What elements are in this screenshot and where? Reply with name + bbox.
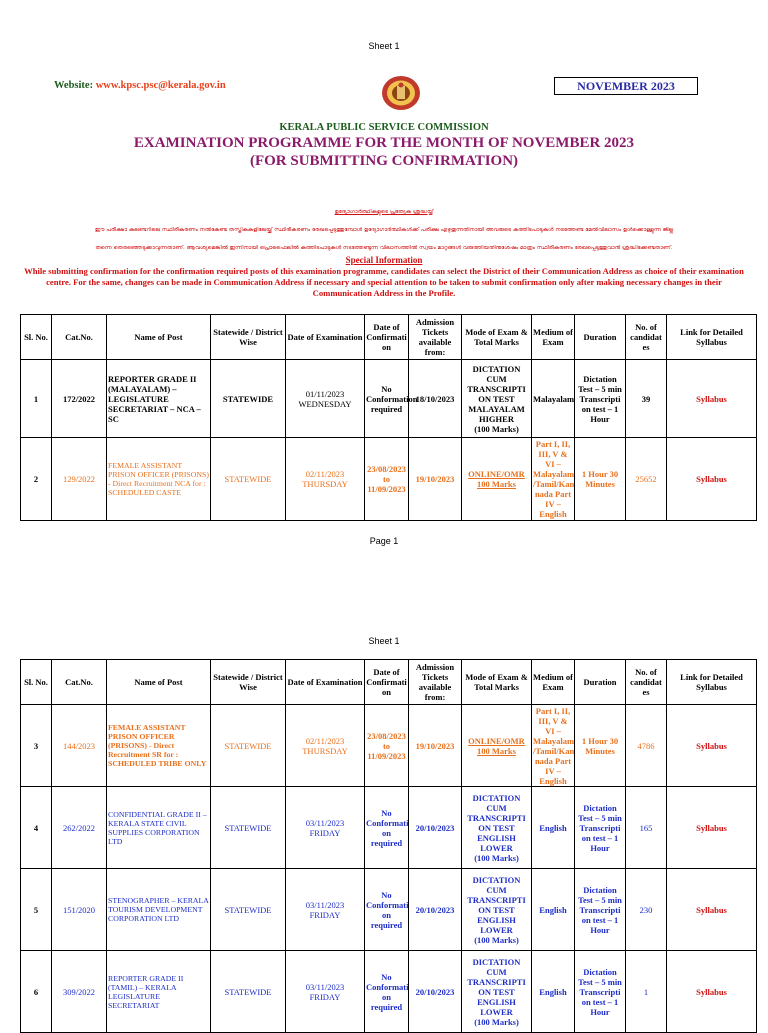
- cell-cat: 129/2022: [52, 438, 107, 521]
- cell-mode: [462, 869, 532, 951]
- website-label: Website:: [54, 80, 96, 91]
- cell-candidates: 230: [626, 869, 667, 951]
- mode-text: DICTATION CUM TRANSCRIPTI ON TEST MALAYALAM HIGHER: [467, 363, 526, 424]
- page-title: EXAMINATION PROGRAMME FOR THE MONTH OF NOVEMBER 2023: [133, 135, 635, 151]
- header-cat: Cat.No.: [52, 660, 107, 705]
- special-info-text: While submitting confirmation for the confirmation required posts of this examination programme, candidates can select the District of their Communication Address as choice of their examination centre. For the same, changes can be made in Communication Address if necessary and special attention to be taken to submit confirmation only after making necessary changes in their Communication Address in the Profile.: [24, 266, 744, 298]
- cell-cat: 144/2023: [52, 705, 107, 787]
- cell-mode: [462, 787, 532, 869]
- cell-cat: 262/2022: [52, 787, 107, 869]
- cell-candidates: 1: [626, 951, 667, 1033]
- cell-post: CONFIDENTIAL GRADE II – KERALA STATE CIVIL SUPPLIES CORPORATION LTD: [107, 787, 211, 869]
- table-row: [21, 951, 757, 1033]
- exam-table-page2: [20, 659, 757, 1033]
- cell-cat: 172/2022: [52, 360, 107, 438]
- cell-confirmation: 23/08/2023 to 11/09/2023: [365, 705, 409, 787]
- cell-exam-date: [286, 787, 365, 869]
- exam-day: FRIDAY: [309, 991, 341, 1002]
- exam-date: 02/11/2023: [305, 735, 345, 746]
- header-scope: Statewide / District Wise: [211, 660, 286, 705]
- cell-candidates: 25652: [626, 438, 667, 521]
- exam-day: FRIDAY: [309, 909, 341, 920]
- table-row: [21, 787, 757, 869]
- marks-text: (100 Marks): [474, 1016, 519, 1027]
- cell-duration: 1 Hour 30 Minutes: [575, 438, 626, 521]
- cell-mode: ONLINE/OMR 100 Marks: [462, 705, 532, 787]
- marks-text: (100 Marks): [474, 934, 519, 945]
- table-row: [21, 869, 757, 951]
- header-exam-date: Date of Examination: [286, 315, 365, 360]
- header-post: Name of Post: [107, 660, 211, 705]
- cell-scope: STATEWIDE: [211, 705, 286, 787]
- cell-cat: 151/2020: [52, 869, 107, 951]
- sheet-label: Sheet 1: [368, 636, 400, 646]
- cell-sl: 6: [21, 951, 52, 1033]
- website-url[interactable]: www.kpsc.psc@kerala.gov.in: [95, 80, 226, 91]
- header-exam-date: Date of Examination: [286, 660, 365, 705]
- cell-sl: 5: [21, 869, 52, 951]
- syllabus-link[interactable]: Syllabus: [667, 438, 757, 521]
- header-confirmation: Date of Confirmati on: [365, 660, 409, 705]
- mode-text: DICTATION CUM TRANSCRIPTI ON TEST ENGLISH LOWER: [467, 792, 526, 853]
- page-number: Page 1: [369, 536, 399, 546]
- table-header-row: [21, 315, 757, 360]
- exam-date: 01/11/2023: [305, 388, 345, 399]
- cell-sl: 3: [21, 705, 52, 787]
- cell-post: FEMALE ASSISTANT PRISON OFFICER (PRISONS) - Direct Recruitment SR for : SCHEDULED TRIBE ONLY: [107, 705, 211, 787]
- cell-post: STENOGRAPHER – KERALA TOURISM DEVELOPMENT CORPORATION LTD: [107, 869, 211, 951]
- table-row: [21, 705, 757, 787]
- website-line: [54, 80, 226, 91]
- cell-scope: STATEWIDE: [211, 787, 286, 869]
- page-subtitle: (FOR SUBMITTING CONFIRMATION): [249, 153, 519, 169]
- mode-text: DICTATION CUM TRANSCRIPTI ON TEST ENGLISH LOWER: [467, 874, 526, 935]
- cell-duration: Dictation Test – 5 min Transcripti on test – 1 Hour: [575, 787, 626, 869]
- cell-candidates: 165: [626, 787, 667, 869]
- cell-post: FEMALE ASSISTANT PRISON OFFICER (PRISONS) - Direct Recruitment NCA for : SCHEDULED CASTE: [107, 438, 211, 521]
- cell-mode: ONLINE/OMR 100 Marks: [462, 438, 532, 521]
- mode-text: DICTATION CUM TRANSCRIPTI ON TEST ENGLISH LOWER: [467, 956, 526, 1017]
- special-info-heading: Special Information: [345, 255, 423, 265]
- cell-admission: 20/10/2023: [409, 869, 462, 951]
- cell-confirmation: No Conformation required: [365, 360, 409, 438]
- sheet-label: Sheet 1: [368, 41, 400, 51]
- syllabus-link[interactable]: Syllabus: [667, 705, 757, 787]
- malayalam-notice-line2: തന്നെ തെരഞ്ഞെടുക്കാവുന്നതാണ്. ആവശ്യമെങ്കിൽ ഇന്നിനായി പ്രൊഫൈലിൽ കത്തിടപാടുകൾ നടത്തേണ്ടുന്ന വിലാസത്തിൽ സ്വയം മാറ്റങ്ങൾ വരുത്തിയതിനുശേഷം മാത്രം സ്ഥിരീകരണം രേഖപ്പെടുത്തുവാൻ ശ്രദ്ധിക്കേണ്ടതാണ്.: [95, 245, 673, 251]
- cell-duration: Dictation Test – 5 min Transcripti on test – 1 Hour: [575, 951, 626, 1033]
- header-mode: Mode of Exam & Total Marks: [462, 660, 532, 705]
- cell-medium: Malayalam: [532, 360, 575, 438]
- table-row: [21, 438, 757, 521]
- cell-candidates: 4786: [626, 705, 667, 787]
- syllabus-link[interactable]: Syllabus: [667, 869, 757, 951]
- cell-mode: [462, 360, 532, 438]
- cell-admission: 20/10/2023: [409, 787, 462, 869]
- cell-post: REPORTER GRADE II (TAMIL) – KERALA LEGISLATURE SECRETARIAT: [107, 951, 211, 1033]
- table-row: [21, 360, 757, 438]
- cell-scope: STATEWIDE: [211, 951, 286, 1033]
- cell-candidates: 39: [626, 360, 667, 438]
- marks-text: (100 Marks): [474, 852, 519, 863]
- cell-admission: 20/10/2023: [409, 951, 462, 1033]
- header-cat: Cat.No.: [52, 315, 107, 360]
- cell-sl: 2: [21, 438, 52, 521]
- header-candidates: No. of candidat es: [626, 660, 667, 705]
- cell-admission: 19/10/2023: [409, 438, 462, 521]
- syllabus-link[interactable]: Syllabus: [667, 360, 757, 438]
- header-post: Name of Post: [107, 315, 211, 360]
- cell-confirmation: No Conformati on required: [365, 787, 409, 869]
- cell-medium: English: [532, 787, 575, 869]
- cell-sl: 4: [21, 787, 52, 869]
- malayalam-notice-line1: ഈ പരീക്ഷാ കലണ്ടറിലെ സ്ഥിരീകരണം നൽകേണ്ട തസ്തികകളിലേയ്ക്ക് സ്ഥിരീകരണം രേഖപ്പെടുത്തുമ്പോൾ ഉദ്യോഗാർത്ഥികൾക്ക് പരീക്ഷ എഴുതുന്നതിനായി അവരുടെ കത്തിടപാടുകൾ നടത്തേണ്ട മേൽവിലാസം ഉൾക്കൊള്ളുന്ന ജില്ല: [94, 227, 674, 233]
- cell-scope: STATEWIDE: [211, 438, 286, 521]
- exam-table-page1: [20, 314, 757, 521]
- exam-day: FRIDAY: [309, 827, 341, 838]
- cell-confirmation: No Conformati on required: [365, 869, 409, 951]
- kpsc-emblem: [381, 75, 421, 111]
- header-scope: Statewide / District Wise: [211, 315, 286, 360]
- header-duration: Duration: [575, 660, 626, 705]
- cell-exam-date: [286, 869, 365, 951]
- cell-medium: Part I, II, III, V & VI – Malayalam /Tamil/Kan nada Part IV – English: [533, 705, 575, 786]
- cell-medium: English: [532, 869, 575, 951]
- header-sl: Sl. No.: [21, 315, 52, 360]
- cell-exam-date: [286, 360, 365, 438]
- header-admission: Admission Tickets available from:: [409, 660, 462, 705]
- cell-medium: English: [532, 951, 575, 1033]
- marks-text: (100 Marks): [474, 423, 519, 434]
- exam-date: 02/11/2023: [305, 469, 345, 479]
- cell-exam-date: [286, 951, 365, 1033]
- month-box: NOVEMBER 2023: [554, 77, 698, 95]
- cell-post: REPORTER GRADE II (MALAYALAM) – LEGISLATURE SECRETARIAT – NCA – SC: [107, 360, 211, 438]
- syllabus-link[interactable]: Syllabus: [667, 787, 757, 869]
- cell-scope: STATEWIDE: [211, 869, 286, 951]
- cell-confirmation: 23/08/2023 to 11/09/2023: [365, 438, 409, 521]
- header-medium: Medium of Exam: [532, 660, 575, 705]
- cell-admission: 19/10/2023: [409, 705, 462, 787]
- exam-date: 03/11/2023: [305, 817, 345, 828]
- header-sl: Sl. No.: [21, 660, 52, 705]
- exam-date: 03/11/2023: [305, 981, 345, 992]
- cell-duration: 1 Hour 30 Minutes: [575, 705, 626, 787]
- exam-day: WEDNESDAY: [298, 398, 352, 409]
- cell-duration: Dictation Test – 5 min Transcripti on test – 1 Hour: [575, 869, 626, 951]
- table-header-row: [21, 660, 757, 705]
- header-admission: Admission Tickets available from:: [409, 315, 462, 360]
- exam-day: THURSDAY: [302, 479, 348, 489]
- syllabus-link[interactable]: Syllabus: [667, 951, 757, 1033]
- header-syllabus: Link for Detailed Syllabus: [667, 660, 757, 705]
- cell-admission: 18/10/2023: [409, 360, 462, 438]
- header-candidates: No. of candidat es: [626, 315, 667, 360]
- cell-confirmation: No Conformati on required: [365, 951, 409, 1033]
- organisation-name: KERALA PUBLIC SERVICE COMMISSION: [279, 122, 489, 133]
- cell-sl: 1: [21, 360, 52, 438]
- cell-exam-date: [286, 438, 365, 521]
- header-mode: Mode of Exam & Total Marks: [462, 315, 532, 360]
- header-confirmation: Date of Confirmati on: [365, 315, 409, 360]
- cell-exam-date: [286, 705, 365, 787]
- cell-cat: 309/2022: [52, 951, 107, 1033]
- header-medium: Medium of Exam: [532, 315, 575, 360]
- exam-day: THURSDAY: [302, 745, 348, 756]
- cell-medium: Part I, II, III, V & VI – Malayalam /Tamil/Kan nada Part IV – English: [533, 439, 575, 519]
- cell-scope: STATEWIDE: [211, 360, 286, 438]
- cell-mode: [462, 951, 532, 1033]
- header-duration: Duration: [575, 315, 626, 360]
- malayalam-heading: ഉദ്യോഗാർത്ഥികളുടെ പ്രത്യേക ശ്രദ്ധയ്ക്ക്: [334, 209, 434, 215]
- header-syllabus: Link for Detailed Syllabus: [667, 315, 757, 360]
- exam-date: 03/11/2023: [305, 899, 345, 910]
- cell-duration: Dictation Test – 5 min Transcripti on test – 1 Hour: [575, 360, 626, 438]
